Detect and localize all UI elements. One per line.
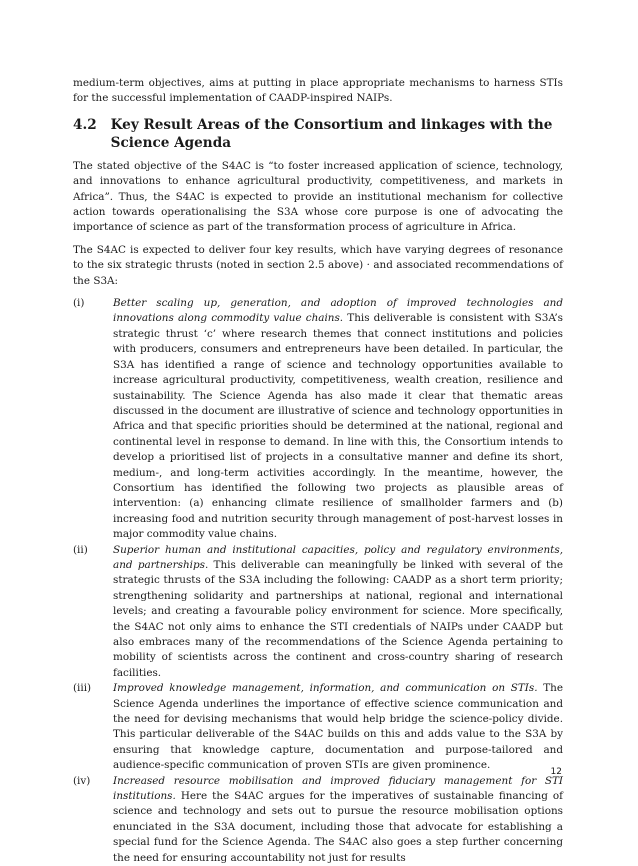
results-list — [73, 296, 563, 866]
list-item-body — [113, 774, 563, 866]
list-item — [73, 774, 563, 866]
list-item-number: (iii) — [73, 682, 92, 695]
paragraph-key-results: The S4AC is expected to deliver four key results, which have varying degrees of resonance to the six strategic thrusts (noted in section 2.5 above) · and associated recommendations of the S3A: — [73, 243, 563, 287]
list-item-heading: Superior human and institutional capacities, policy and regulatory environments, and partnerships. — [113, 543, 563, 571]
list-item — [73, 543, 563, 682]
list-item-body — [113, 543, 563, 682]
list-item-number: (ii) — [73, 543, 88, 556]
section-number: 4.2 — [73, 116, 97, 133]
list-item — [73, 296, 563, 543]
page-number: 12 — [550, 767, 562, 777]
list-item-text: Here the S4AC argues for the imperatives of sustainable financing of science and technology and sets out to pursue the resource mobilisation options enunciated in the S3A document, including those that advocate for establishing a special fund for the Science Agenda. The S4AC also goes a step further concerning the need for ensuring accountability not just for results — [113, 790, 563, 864]
section-heading — [73, 116, 563, 152]
list-item — [73, 681, 563, 773]
list-item-heading: Increased resource mobilisation and improved fiduciary management for STI institutions. — [113, 774, 563, 803]
list-item-text: The Science Agenda underlines the importance of effective science communication and the need for devising mechanisms that would help bridge the science-policy divide. This particular deliverable of the S4AC builds on this and adds value to the S3A by ensuring that knowledge capture, documentation and purpose-tailored and audience-specific communication of proven STIs are given prominence. — [113, 682, 563, 772]
list-item-number: (iv) — [73, 774, 91, 787]
document-page — [73, 76, 563, 866]
section-title: Key Result Areas of the Consortium and linkages with the Science Agenda — [110, 116, 553, 151]
list-item-number: (i) — [73, 297, 85, 310]
list-item-body — [113, 681, 563, 773]
list-item-heading: Better scaling up, generation, and adoption of improved technologies and innovations along commodity value chains. — [113, 297, 563, 325]
intro-paragraph: medium-term objectives, aims at putting in place appropriate mechanisms to harness STIs for the successful implementation of CAADP-inspired NAIPs. — [73, 77, 563, 105]
list-item-text: This deliverable is consistent with S3A’s strategic thrust ‘c’ where research themes that connect institutions and policies with producers, consumers and entrepreneurs have been detailed. In particular, the S3A has identified a range of science and technology opportunities available to increase agricultural productivity, competitiveness, wealth creation, resilience and sustainability. The Science Agenda has also made it clear that thematic areas discussed in the document are illustrative of science and technology opportunities in Africa and that specific priorities should be determined at the national, regional and continental level in response to demand. In line with this, the Consortium intends to develop a prioritised list of projects in a consultative manner and define its short, medium-, and long-term activities accordingly. In the meantime, however, the Consortium has identified the following two projects as plausible areas of intervention: (a) enhancing climate resilience of smallholder farmers and (b) increasing food and nutrition security through management of post-harvest losses in major commodity value chains. — [113, 312, 564, 541]
list-item-text: This deliverable can meaningfully be linked with several of the strategic thrusts of the S3A including the following: CAADP as a short term priority; strengthening solidarity and partnerships at national, regional and international levels; and creating a favourable policy environment for science. More specifically, the S4AC not only aims to enhance the STI credentials of NAIPs under CAADP but also embraces many of the recommendations of the Science Agenda pertaining to mobility of scientists across the continent and cross-country sharing of research facilities. — [113, 558, 563, 679]
paragraph-objective: The stated objective of the S4AC is “to foster increased application of science, technology, and innovations to enhance agricultural productivity, competitiveness, and markets in Africa”. Thus, the S4AC is expected to provide an institutional mechanism for collective action towards operationalising the S3A whose core purpose is one of advocating the importance of science as part of the transformation process of agriculture in Africa. — [73, 159, 563, 234]
list-item-body — [113, 296, 563, 543]
list-item-heading: Improved knowledge management, information, and communication on STIs. — [113, 682, 538, 695]
